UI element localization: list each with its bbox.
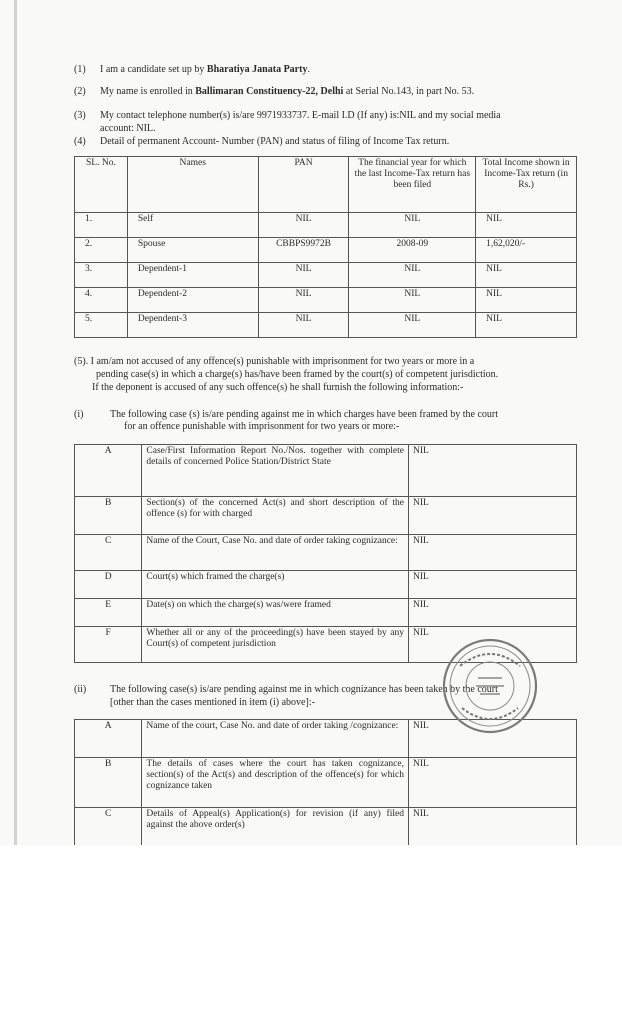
table-row: 2. Spouse CBBPS9972B 2008-09 1,62,020/- bbox=[75, 238, 577, 263]
sub-ii-number: (ii) bbox=[74, 684, 87, 695]
header-pan: PAN bbox=[258, 157, 349, 213]
header-names: Names bbox=[127, 157, 258, 213]
sub-i-number: (i) bbox=[74, 409, 84, 420]
table-row: D Court(s) which framed the charge(s) NIL bbox=[75, 571, 577, 599]
header-total-income: Total Income shown in Income-Tax return (in Rs.) bbox=[476, 157, 577, 213]
table-row: A Name of the court, Case No. and date of order taking /cognizance: NIL bbox=[75, 720, 577, 758]
item-2: (2) My name is enrolled in Ballimaran Constituency-22, Delhi at Serial No.143, in part No. 53. bbox=[74, 86, 475, 97]
table-row: C Name of the Court, Case No. and date of order taking cognizance: NIL bbox=[75, 535, 577, 571]
table-row: 5. Dependent-3 NIL NIL NIL bbox=[75, 313, 577, 338]
table-row: B The details of cases where the court has taken cognizance, section(s) of the Act(s) and description of the offence(s) for which cognizance taken NIL bbox=[75, 758, 577, 808]
table-row: E Date(s) on which the charge(s) was/were framed NIL bbox=[75, 599, 577, 627]
sub-i-line2: for an offence punishable with imprisonment for two years or more:- bbox=[124, 421, 400, 432]
header-sl-no: SL. No. bbox=[75, 157, 128, 213]
item-3-line2: account: NIL. bbox=[100, 123, 156, 134]
table-row: B Section(s) of the concerned Act(s) and short description of the offence (s) for with charged NIL bbox=[75, 497, 577, 535]
header-financial-year: The financial year for which the last Income-Tax return has been filed bbox=[349, 157, 476, 213]
sub-ii-line2: [other than the cases mentioned in item (i) above]:- bbox=[110, 697, 315, 708]
sub-i-line1: The following case (s) is/are pending against me in which charges have been framed by the court bbox=[110, 409, 499, 420]
scan-edge bbox=[14, 0, 17, 845]
sub-ii-line1: The following case(s) is/are pending against me in which cognizance has been taken by the court bbox=[110, 684, 498, 695]
notary-stamp-icon bbox=[440, 636, 540, 736]
pan-table bbox=[74, 156, 577, 338]
item-3: (3) My contact telephone number(s) is/are 9971933737. E-mail I.D (If any) is:NIL and my social media bbox=[74, 110, 501, 121]
table-row: F Whether all or any of the proceeding(s) have been stayed by any Court(s) of competent jurisdiction NIL bbox=[75, 627, 577, 663]
table-row: 1. Self NIL NIL NIL bbox=[75, 213, 577, 238]
table-row: 4. Dependent-2 NIL NIL NIL bbox=[75, 288, 577, 313]
table-row: 3. Dependent-1 NIL NIL NIL bbox=[75, 263, 577, 288]
item-5-line1: (5). I am/am not accused of any offence(s) punishable with imprisonment for two years or more in a bbox=[74, 356, 475, 367]
item-4: (4) Detail of permanent Account- Number (PAN) and status of filing of Income Tax return. bbox=[74, 136, 450, 147]
pan-table-header bbox=[75, 157, 577, 213]
item-1: (1) I am a candidate set up by Bharatiya Janata Party. bbox=[74, 64, 310, 75]
table-row: A Case/First Information Report No./Nos. together with complete details of concerned Police Station/District State NIL bbox=[75, 445, 577, 497]
item-5-line3: If the deponent is accused of any such offence(s) he shall furnish the following information:- bbox=[92, 382, 464, 393]
cognizance-table bbox=[74, 719, 577, 845]
charges-table bbox=[74, 444, 577, 663]
item-5-line2: pending case(s) in which a charge(s) has/have been framed by the court(s) of competent jurisdiction. bbox=[96, 369, 499, 380]
table-row: C Details of Appeal(s) Application(s) for revision (if any) filed against the above order(s) NIL bbox=[75, 808, 577, 846]
